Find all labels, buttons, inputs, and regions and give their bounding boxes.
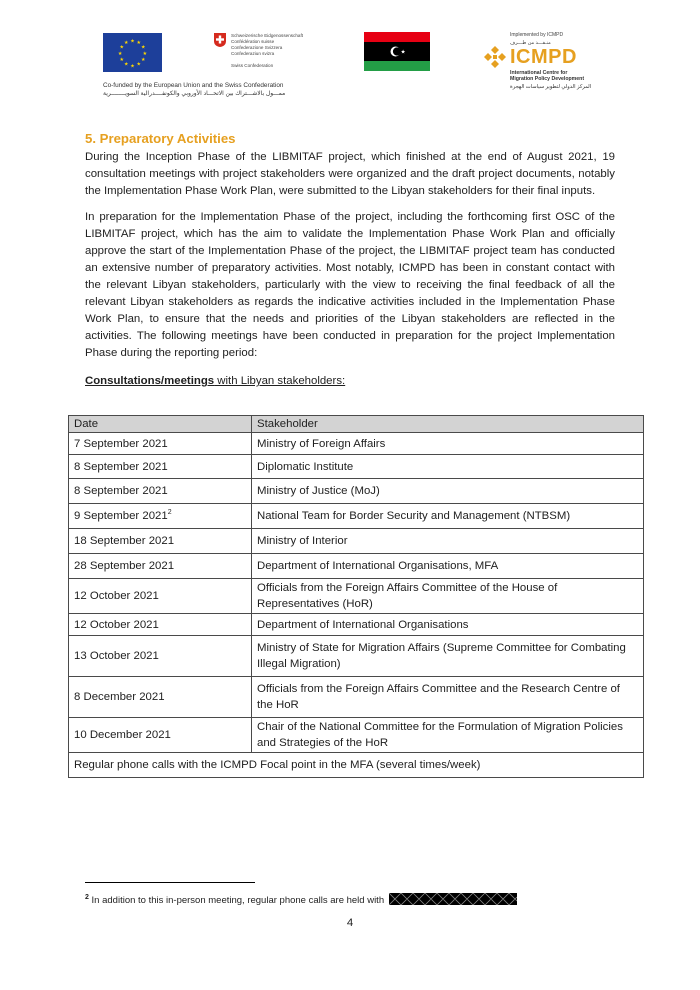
- svg-text:★: ★: [119, 44, 125, 51]
- implemented-by-text: Implemented by ICMPD: [510, 32, 564, 38]
- table-row: [69, 479, 644, 504]
- svg-text:★: ★: [136, 61, 141, 68]
- swiss-line: Schweizerische Eidgenossenschaft: [231, 33, 304, 38]
- stakeholder-cell: Department of International Organisations, MFA: [252, 554, 644, 579]
- table-row: [69, 504, 644, 529]
- svg-text:★: ★: [117, 50, 123, 57]
- swiss-confederation-text: Swiss Confederation: [231, 63, 274, 68]
- table-row: [69, 433, 644, 455]
- libya-flag-logo: [364, 32, 430, 71]
- date-cell: 10 December 2021: [69, 718, 252, 753]
- svg-text:★: ★: [142, 50, 148, 57]
- table-caption-bold: Consultations/meetings: [85, 375, 215, 387]
- date-cell: 12 October 2021: [69, 614, 252, 636]
- cofunded-note: [103, 81, 318, 99]
- swiss-line: Confederazione Svizzera: [231, 45, 283, 50]
- icmpd-fullname-arabic: المركز الدولي لتطوير سياسات الهجرة: [510, 84, 592, 90]
- table-row: [69, 455, 644, 479]
- stakeholder-cell: Ministry of Foreign Affairs: [252, 433, 644, 455]
- stakeholder-cell: Ministry of Interior: [252, 529, 644, 554]
- swiss-confederation-logo: [214, 33, 324, 75]
- svg-text:★: ★: [400, 49, 406, 56]
- svg-text:★: ★: [140, 57, 146, 64]
- cofunded-arabic: ممـــول بالاشـــتراك بين الاتحـــاد الأوروبي والكونفــــدرالية السويــــــــرية: [103, 91, 286, 97]
- icmpd-mark-icon: [484, 46, 506, 68]
- swiss-line: Confédération suisse: [231, 39, 275, 44]
- date-cell: 13 October 2021: [69, 636, 252, 677]
- icmpd-fullname-line: International Centre for: [510, 70, 568, 76]
- paragraph: In preparation for the Implementation Phase of the project, including the forthcoming first OSC of the LIBMITAF project, which has the aim to validate the Implementation Phase Work Plan and officially approve the start of the Implementation Phase of the project, the LIBMITAF project team has conducted an extensive number of preparatory activities. Most notably, ICMPD has been in constant contact with the relevant Libyan stakeholders, particularly with the view to receiving the final feedback of all the relevant Libyan stakeholders as regards the indicative activities included in the Implementation Phase Work Plan, to ensure that the needs and priorities of the Libyan stakeholders are reflected in the activities. The following meetings have been conducted in preparation for the project Implementation Phase during the reporting period:: [85, 211, 615, 359]
- table-final-row: [69, 753, 644, 778]
- table-row: [69, 614, 644, 636]
- icmpd-wordmark: ICMPD: [510, 46, 577, 68]
- section-title: 5. Preparatory Activities: [85, 131, 236, 146]
- final-row-cell: Regular phone calls with the ICMPD Focal point in the MFA (several times/week): [69, 753, 644, 778]
- column-header-stakeholder: Stakeholder: [252, 416, 644, 433]
- page-header: [0, 0, 700, 110]
- footnote-ref[interactable]: 2: [167, 509, 172, 517]
- icmpd-fullname: [510, 70, 584, 83]
- page-number: 4: [346, 917, 354, 929]
- eu-flag-logo: [103, 33, 162, 72]
- svg-text:★: ★: [130, 63, 135, 70]
- date-cell: 8 September 2021: [69, 479, 252, 504]
- svg-text:★: ★: [124, 40, 129, 47]
- date-cell: 7 September 2021: [69, 433, 252, 455]
- swiss-shield-icon: [214, 33, 226, 47]
- section-body: [85, 130, 615, 390]
- date-cell: 18 September 2021: [69, 529, 252, 554]
- implemented-by-arabic: منـفـــذ من طـــرف: [510, 40, 551, 46]
- cofunded-english: Co-funded by the European Union and the Swiss Confederation: [103, 82, 284, 89]
- stakeholder-cell: Officials from the Foreign Affairs Committee and the Research Centre of the HoR: [252, 677, 644, 718]
- date-cell: 28 September 2021: [69, 554, 252, 579]
- table-row: [69, 718, 644, 753]
- icmpd-fullname-line: Migration Policy Development: [510, 76, 585, 83]
- date-cell: 8 December 2021: [69, 677, 252, 718]
- svg-text:★: ★: [136, 40, 141, 47]
- table-caption-rest: with Libyan stakeholders:: [214, 375, 346, 387]
- svg-text:★: ★: [130, 38, 135, 45]
- table-row: [69, 677, 644, 718]
- icmpd-logo: [484, 32, 604, 97]
- table-row: [69, 554, 644, 579]
- stakeholder-cell: Ministry of Justice (MoJ): [252, 479, 644, 504]
- footnote-text: In addition to this in-person meeting, regular phone calls are held with: [88, 895, 385, 907]
- stakeholder-cell: Diplomatic Institute: [252, 455, 644, 479]
- table-row: [69, 636, 644, 677]
- stakeholder-cell: National Team for Border Security and Management (NTBSM): [252, 504, 644, 529]
- stakeholder-cell: Ministry of State for Migration Affairs (Supreme Committee for Combating Illegal Migration): [252, 636, 644, 677]
- table-row: [69, 579, 644, 614]
- date-cell: 12 October 2021: [69, 579, 252, 614]
- paragraph: During the Inception Phase of the LIBMITAF project, which finished at the end of August 2021, 19 consultation meetings with project stakeholders were organized and the draft project documents, notably the Implementation Phase Work Plan, were submitted to the Libyan stakeholders for their final inputs.: [85, 151, 615, 197]
- redaction-block: [389, 893, 517, 905]
- table-header-row: [69, 416, 644, 433]
- column-header-date: Date: [69, 416, 252, 433]
- table-row: [69, 529, 644, 554]
- stakeholder-cell: Chair of the National Committee for the Formulation of Migration Policies and Strategies of the HoR: [252, 718, 644, 753]
- footnote: [85, 891, 517, 908]
- svg-text:★: ★: [119, 57, 125, 64]
- consultations-table: [68, 415, 644, 778]
- date-cell: [69, 504, 252, 529]
- stakeholder-cell: Department of International Organisations: [252, 614, 644, 636]
- date-cell: 8 September 2021: [69, 455, 252, 479]
- table-caption: [85, 373, 615, 390]
- svg-text:★: ★: [124, 61, 129, 68]
- stakeholder-cell: Officials from the Foreign Affairs Committee of the House of Representatives (HoR): [252, 579, 644, 614]
- footnote-marker: 2: [85, 894, 89, 901]
- date-text: 9 September 2021: [74, 510, 168, 522]
- footnote-divider: [85, 882, 255, 883]
- svg-text:★: ★: [140, 44, 146, 51]
- swiss-line: Confederaziun svizra: [231, 51, 275, 56]
